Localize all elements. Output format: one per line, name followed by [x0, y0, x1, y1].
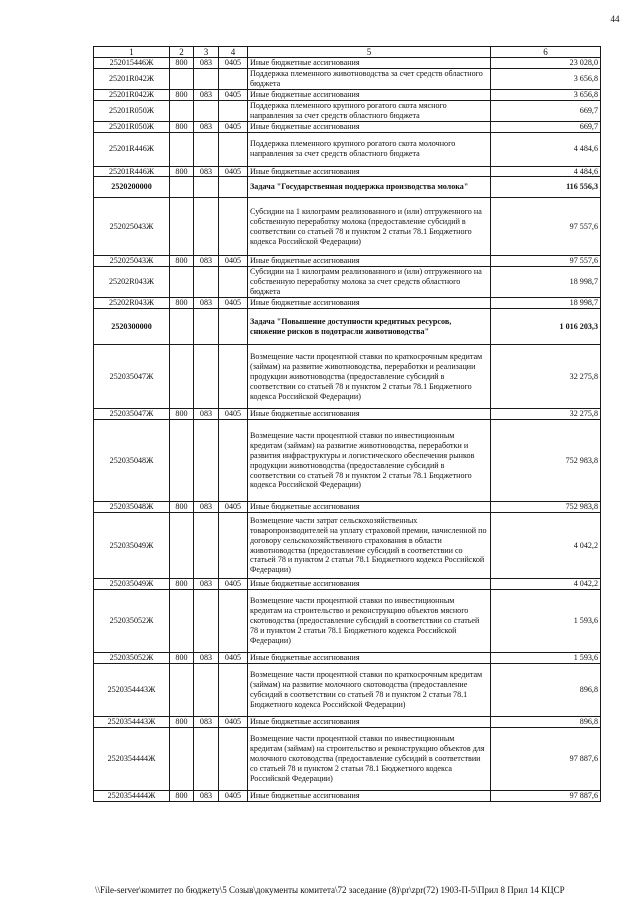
row-code: 252035049Ж — [94, 513, 170, 579]
row-amount: 97 557,6 — [491, 198, 601, 256]
row-type-code — [170, 177, 194, 198]
row-dept-code: 083 — [194, 409, 219, 420]
row-code: 252035049Ж — [94, 579, 170, 590]
row-description: Задача "Повышение доступности кредитных ресурсов, снижение рисков в подотрасли животноводства" — [248, 309, 491, 345]
table-body — [94, 58, 601, 802]
row-code: 252035048Ж — [94, 502, 170, 513]
row-description: Иные бюджетные ассигнования — [248, 298, 491, 309]
row-section-code — [219, 420, 248, 502]
row-dept-code — [194, 68, 219, 89]
target-row — [94, 345, 601, 409]
row-type-code: 800 — [170, 790, 194, 801]
row-code: 252035052Ж — [94, 652, 170, 663]
target-row — [94, 267, 601, 298]
row-amount: 97 557,6 — [491, 256, 601, 267]
target-row — [94, 513, 601, 579]
row-code: 25201R446Ж — [94, 166, 170, 177]
row-amount: 896,8 — [491, 663, 601, 716]
row-amount: 3 656,8 — [491, 68, 601, 89]
row-description: Поддержка племенного крупного рогатого скота молочного направления за счет средств областного бюджета — [248, 132, 491, 166]
row-amount: 4 484,6 — [491, 166, 601, 177]
row-code: 25201R042Ж — [94, 68, 170, 89]
row-dept-code — [194, 132, 219, 166]
row-dept-code — [194, 345, 219, 409]
allocation-row — [94, 89, 601, 100]
row-section-code: 0405 — [219, 652, 248, 663]
row-amount: 752 983,8 — [491, 420, 601, 502]
row-code: 252025043Ж — [94, 256, 170, 267]
header-col-3: 3 — [194, 47, 219, 58]
row-code: 2520354443Ж — [94, 663, 170, 716]
row-type-code: 800 — [170, 58, 194, 69]
row-description: Иные бюджетные ассигнования — [248, 89, 491, 100]
row-type-code — [170, 345, 194, 409]
row-section-code — [219, 177, 248, 198]
row-dept-code — [194, 420, 219, 502]
row-code: 2520200000 — [94, 177, 170, 198]
task-row — [94, 177, 601, 198]
row-dept-code — [194, 589, 219, 652]
row-amount: 4 042,2 — [491, 513, 601, 579]
row-section-code — [219, 589, 248, 652]
row-amount: 752 983,8 — [491, 502, 601, 513]
row-section-code — [219, 68, 248, 89]
row-description: Иные бюджетные ассигнования — [248, 716, 491, 727]
row-description: Субсидии на 1 килограмм реализованного и (или) отгруженного на собственную переработку молока за счет средств областного бюджета — [248, 267, 491, 298]
row-type-code — [170, 132, 194, 166]
row-section-code: 0405 — [219, 89, 248, 100]
row-dept-code: 083 — [194, 89, 219, 100]
row-section-code — [219, 132, 248, 166]
row-dept-code — [194, 100, 219, 121]
allocation-row — [94, 121, 601, 132]
row-amount: 97 887,6 — [491, 790, 601, 801]
allocation-row — [94, 256, 601, 267]
row-section-code: 0405 — [219, 298, 248, 309]
target-row — [94, 198, 601, 256]
row-dept-code — [194, 267, 219, 298]
header-row — [94, 47, 601, 58]
allocation-row — [94, 579, 601, 590]
row-code: 25202R043Ж — [94, 267, 170, 298]
row-description: Иные бюджетные ассигнования — [248, 652, 491, 663]
row-description: Возмещение части процентной ставки по краткосрочным кредитам (займам) на развитие животноводства, переработки и реализации продукции животноводства (предоставление субсидий в соответствии со статьей 78 и пунктом 2 статьи 78.1 Бюджетного кодекса Российской Федерации) — [248, 345, 491, 409]
row-type-code: 800 — [170, 579, 194, 590]
row-type-code — [170, 198, 194, 256]
row-amount: 23 028,0 — [491, 58, 601, 69]
row-dept-code: 083 — [194, 716, 219, 727]
target-row — [94, 589, 601, 652]
row-dept-code: 083 — [194, 166, 219, 177]
row-code: 2520354443Ж — [94, 716, 170, 727]
row-code: 2520300000 — [94, 309, 170, 345]
row-code: 252035047Ж — [94, 345, 170, 409]
row-section-code: 0405 — [219, 166, 248, 177]
row-dept-code: 083 — [194, 121, 219, 132]
allocation-row — [94, 790, 601, 801]
row-type-code: 800 — [170, 121, 194, 132]
row-amount: 32 275,8 — [491, 345, 601, 409]
row-type-code — [170, 309, 194, 345]
row-dept-code: 083 — [194, 652, 219, 663]
row-description: Возмещение части процентной ставки по инвестиционным кредитам (займам) на строительство и реконструкцию объектов для молочного скотоводства (предоставление субсидий в соответствии со статьей 78 и пунктом 2 статьи 78.1 Бюджетного кодекса Российской Федерации) — [248, 727, 491, 790]
allocation-row — [94, 652, 601, 663]
row-description: Иные бюджетные ассигнования — [248, 790, 491, 801]
row-amount: 1 593,6 — [491, 589, 601, 652]
target-row — [94, 727, 601, 790]
header-col-4: 4 — [219, 47, 248, 58]
row-dept-code: 083 — [194, 502, 219, 513]
row-description: Иные бюджетные ассигнования — [248, 502, 491, 513]
row-section-code: 0405 — [219, 121, 248, 132]
target-row — [94, 132, 601, 166]
row-code: 252035047Ж — [94, 409, 170, 420]
row-description: Иные бюджетные ассигнования — [248, 121, 491, 132]
row-section-code: 0405 — [219, 790, 248, 801]
row-amount: 4 042,2 — [491, 579, 601, 590]
row-description: Поддержка племенного животноводства за счет средств областного бюджета — [248, 68, 491, 89]
allocation-row — [94, 58, 601, 69]
row-amount: 3 656,8 — [491, 89, 601, 100]
row-type-code: 800 — [170, 652, 194, 663]
header-col-5: 5 — [248, 47, 491, 58]
row-dept-code: 083 — [194, 58, 219, 69]
row-amount: 669,7 — [491, 100, 601, 121]
row-description: Иные бюджетные ассигнования — [248, 256, 491, 267]
row-dept-code: 083 — [194, 790, 219, 801]
row-code: 25201R050Ж — [94, 121, 170, 132]
target-row — [94, 420, 601, 502]
row-section-code — [219, 309, 248, 345]
row-dept-code — [194, 198, 219, 256]
row-section-code — [219, 727, 248, 790]
target-row — [94, 100, 601, 121]
row-type-code: 800 — [170, 716, 194, 727]
row-type-code — [170, 267, 194, 298]
row-section-code: 0405 — [219, 716, 248, 727]
row-section-code — [219, 198, 248, 256]
row-type-code: 800 — [170, 298, 194, 309]
row-type-code: 800 — [170, 502, 194, 513]
row-code: 25202R043Ж — [94, 298, 170, 309]
row-amount: 669,7 — [491, 121, 601, 132]
row-code: 25201R042Ж — [94, 89, 170, 100]
allocation-row — [94, 716, 601, 727]
row-type-code — [170, 589, 194, 652]
row-description: Иные бюджетные ассигнования — [248, 58, 491, 69]
row-section-code — [219, 663, 248, 716]
row-description: Иные бюджетные ассигнования — [248, 579, 491, 590]
row-type-code — [170, 100, 194, 121]
row-dept-code — [194, 513, 219, 579]
row-code: 252035048Ж — [94, 420, 170, 502]
row-section-code: 0405 — [219, 409, 248, 420]
row-code: 252015446Ж — [94, 58, 170, 69]
row-description: Иные бюджетные ассигнования — [248, 166, 491, 177]
row-dept-code: 083 — [194, 256, 219, 267]
row-amount: 18 998,7 — [491, 267, 601, 298]
row-description: Иные бюджетные ассигнования — [248, 409, 491, 420]
row-code: 25201R050Ж — [94, 100, 170, 121]
row-type-code: 800 — [170, 256, 194, 267]
row-section-code — [219, 100, 248, 121]
allocation-row — [94, 298, 601, 309]
row-section-code: 0405 — [219, 502, 248, 513]
header-col-6: 6 — [491, 47, 601, 58]
row-amount: 1 016 203,3 — [491, 309, 601, 345]
target-row — [94, 663, 601, 716]
row-amount: 4 484,6 — [491, 132, 601, 166]
row-description: Возмещение части процентной ставки по инвестиционным кредитам (займам) на развитие животноводства, переработки и развития инфраструктуры и логистического обеспечения рынков продукции животноводства (предоставление субсидий в соответствии со статьей 78 и пунктом 2 статьи 78.1 Бюджетного кодекса Российской Федерации) — [248, 420, 491, 502]
row-type-code — [170, 663, 194, 716]
row-description: Возмещение части процентной ставки по инвестиционным кредитам на строительство и реконструкцию объектов мясного скотоводства (предоставление субсидий в соответствии со статьей 78 и пунктом 2 статьи 78.1 Бюджетного кодекса Российской Федерации) — [248, 589, 491, 652]
row-description: Возмещение части затрат сельскохозяйственных товаропроизводителей на уплату страховой премии, начисленной по договору сельскохозяйственного страхования в области животноводства (предоставление субсидий в соответствии со статьей 78 и пунктом 2 статьи 78.1 Бюджетного кодекса Российской Федерации) — [248, 513, 491, 579]
header-col-1: 1 — [94, 47, 170, 58]
row-dept-code — [194, 309, 219, 345]
row-description: Поддержка племенного крупного рогатого скота мясного направления за счет средств областного бюджета — [248, 100, 491, 121]
row-amount: 1 593,6 — [491, 652, 601, 663]
row-type-code: 800 — [170, 166, 194, 177]
row-description: Задача "Государственная поддержка производства молока" — [248, 177, 491, 198]
row-amount: 97 887,6 — [491, 727, 601, 790]
header-col-2: 2 — [170, 47, 194, 58]
row-code: 2520354444Ж — [94, 727, 170, 790]
task-row — [94, 309, 601, 345]
row-dept-code — [194, 177, 219, 198]
row-type-code — [170, 727, 194, 790]
page-number: 44 — [610, 14, 620, 24]
allocation-row — [94, 166, 601, 177]
row-dept-code — [194, 727, 219, 790]
row-dept-code — [194, 663, 219, 716]
row-amount: 896,8 — [491, 716, 601, 727]
row-section-code — [219, 267, 248, 298]
row-dept-code: 083 — [194, 579, 219, 590]
target-row — [94, 68, 601, 89]
row-type-code: 800 — [170, 409, 194, 420]
row-section-code — [219, 513, 248, 579]
row-description: Возмещение части процентной ставки по краткосрочным кредитам (займам) на развитие молочного скотоводства (предоставление субсидий в соответствии со статьей 78 и пунктом 2 статьи 78.1 Бюджетного кодекса Российской Федерации) — [248, 663, 491, 716]
row-type-code — [170, 68, 194, 89]
row-section-code — [219, 345, 248, 409]
row-type-code — [170, 513, 194, 579]
row-code: 2520354444Ж — [94, 790, 170, 801]
row-code: 252025043Ж — [94, 198, 170, 256]
row-amount: 32 275,8 — [491, 409, 601, 420]
row-amount: 18 998,7 — [491, 298, 601, 309]
allocation-row — [94, 502, 601, 513]
allocation-row — [94, 409, 601, 420]
row-section-code: 0405 — [219, 579, 248, 590]
row-type-code: 800 — [170, 89, 194, 100]
row-amount: 116 556,3 — [491, 177, 601, 198]
row-code: 25201R446Ж — [94, 132, 170, 166]
row-section-code: 0405 — [219, 58, 248, 69]
row-section-code: 0405 — [219, 256, 248, 267]
row-type-code — [170, 420, 194, 502]
row-description: Субсидии на 1 килограмм реализованного и (или) отгруженного на собственную переработку молока (предоставление субсидий в соответствии со статьей 78 и пунктом 2 статьи 78.1 Бюджетного кодекса Российской Федерации) — [248, 198, 491, 256]
row-dept-code: 083 — [194, 298, 219, 309]
budget-table — [93, 46, 601, 802]
footer-file-path: \\File-server\комитет по бюджету\5 Созыв\документы комитета\72 заседание (8)\pr\zpr(72) 1903-П-5\Прил 8 Прил 14 КЦСР — [95, 885, 565, 895]
row-code: 252035052Ж — [94, 589, 170, 652]
